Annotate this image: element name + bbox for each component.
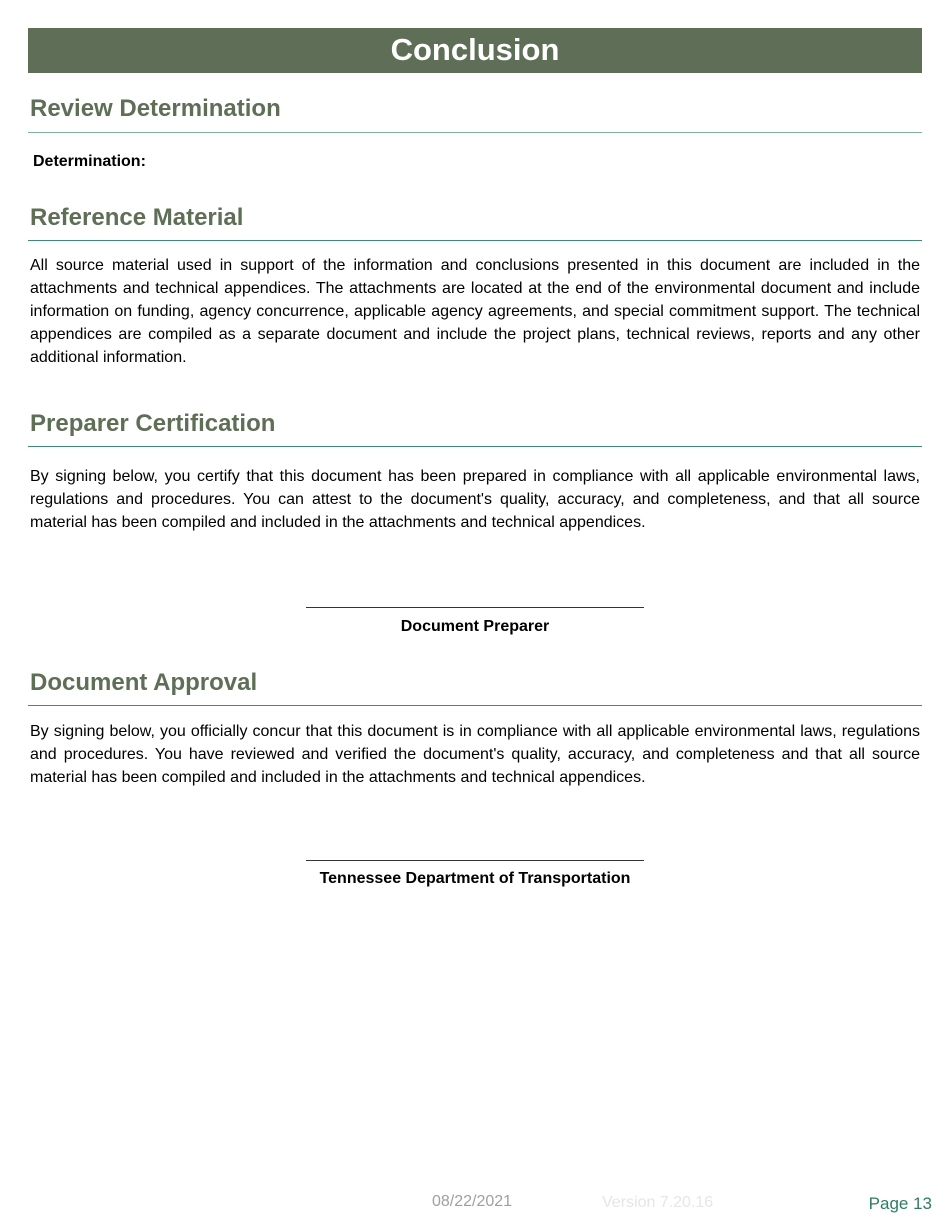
review-divider — [28, 132, 922, 133]
preparer-signature-caption: Document Preparer — [400, 618, 550, 635]
preparer-signature-line — [306, 607, 644, 608]
reference-material-heading: Reference Material — [30, 204, 244, 231]
footer-version: Version 7.20.16 — [602, 1194, 714, 1211]
approval-signature-line — [306, 860, 644, 861]
footer-page-number: Page 13 — [868, 1194, 932, 1213]
footer-date: 08/22/2021 — [432, 1193, 513, 1210]
determination-label: Determination: — [33, 153, 146, 170]
reference-divider — [28, 240, 922, 241]
preparer-certification-heading: Preparer Certification — [30, 410, 276, 437]
document-approval-heading: Document Approval — [30, 669, 258, 696]
reference-material-text: All source material used in support of the information and conclusions presented in this document are included in the attachments and technical appendices. The attachments are located at the end of the environmental document and include information on funding, agency concurrence, applicable agency agreements, and special commitment support. The technical appendices are compiled as a separate document and include the project plans, technical reviews, reports and any other additional information. — [30, 257, 920, 366]
approval-signature-caption: Tennessee Department of Transportation — [319, 870, 631, 887]
preparer-certification-text: By signing below, you certify that this document has been prepared in compliance with all applicable environmental laws, regulations and procedures. You can attest to the document's quality, accuracy, and completeness, and that all source material has been compiled and included in the attachments and technical appendices. — [30, 468, 920, 531]
preparer-divider — [28, 446, 922, 447]
conclusion-banner: Conclusion — [28, 28, 922, 73]
approval-divider — [28, 705, 922, 706]
document-approval-text: By signing below, you officially concur that this document is in compliance with all applicable environmental laws, regulations and procedures. You have reviewed and verified the document's quality, accuracy, and completeness and that all source material has been compiled and included in the attachments and technical appendices. — [30, 723, 920, 786]
review-determination-heading: Review Determination — [30, 95, 281, 122]
